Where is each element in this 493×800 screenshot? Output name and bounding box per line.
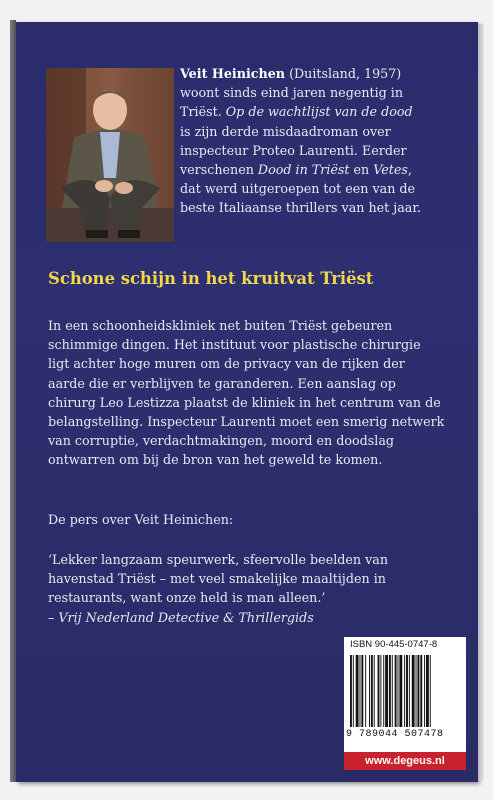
blurb	[48, 316, 468, 470]
blurb-line: aarde die er verblijven te garanderen. Een aanslag op	[48, 375, 396, 391]
blurb-line: ontwarren om bij de bron van het geweld te komen.	[48, 452, 383, 468]
bio-line-3: Triëst. Op de wachtlijst van de dood	[180, 104, 413, 120]
bio-line-8: beste Italiaanse thrillers van het jaar.	[180, 200, 422, 216]
blurb-line: belangstelling. Inspecteur Laurenti moet een smerig netwerk	[48, 414, 445, 430]
author-name: Veit Heinichen	[180, 66, 286, 81]
blurb-line: ligt achter hoge muren om de privacy van de rijken der	[48, 356, 405, 372]
publisher-url[interactable]: www.degeus.nl	[344, 752, 466, 770]
isbn-label: ISBN 90-445-0747-8	[350, 639, 438, 650]
blurb-line: chirurg Leo Lestizza plaatst de kliniek in het centrum van de	[48, 394, 441, 410]
bio-line-1: Veit Heinichen (Duitsland, 1957)	[180, 66, 402, 81]
quote-line: restaurants, want onze held is man alleen.’	[48, 590, 326, 606]
quote-source: – Vrij Nederland Detective & Thrillergids	[48, 609, 314, 625]
blurb-line: schimmige dingen. Het instituut voor plastische chirurgie	[48, 337, 421, 353]
page-edge	[478, 24, 484, 780]
earlier-title-2: Vetes	[373, 162, 408, 178]
quote-line: ‘Lekker langzaam speurwerk, sfeervolle beelden van	[48, 552, 388, 567]
bio-line-5: inspecteur Proteo Laurenti. Eerder	[180, 142, 407, 158]
quote-line: havenstad Triëst – met veel smakelijke maaltijden in	[48, 571, 386, 587]
bio-line-6: verschenen Dood in Triëst en Vetes,	[180, 162, 412, 178]
barcode-icon	[348, 655, 462, 729]
bio-line-4: is zijn derde misdaadroman over	[180, 123, 391, 139]
press-quote	[48, 550, 468, 627]
barcode-digits: 9 789044 507478	[346, 729, 444, 740]
bio-line-2: woont sinds eind jaren negentig in	[180, 85, 404, 101]
blurb-line: van corruptie, verdachtmakingen, moord en doodslag	[48, 433, 395, 449]
author-bio	[180, 64, 470, 218]
blurb-line: In een schoonheidskliniek net buiten Triëst gebeuren	[48, 318, 393, 333]
press-intro: De pers over Veit Heinichen:	[48, 512, 234, 527]
book-title: Op de wachtlijst van de dood	[225, 104, 413, 120]
author-photo	[46, 68, 174, 242]
barcode-box	[344, 637, 466, 752]
bio-line-7: dat werd uitgeroepen tot een van de	[180, 181, 416, 197]
earlier-title-1: Dood in Triëst	[257, 162, 350, 178]
headline: Schone schijn in het kruitvat Triëst	[48, 269, 374, 288]
